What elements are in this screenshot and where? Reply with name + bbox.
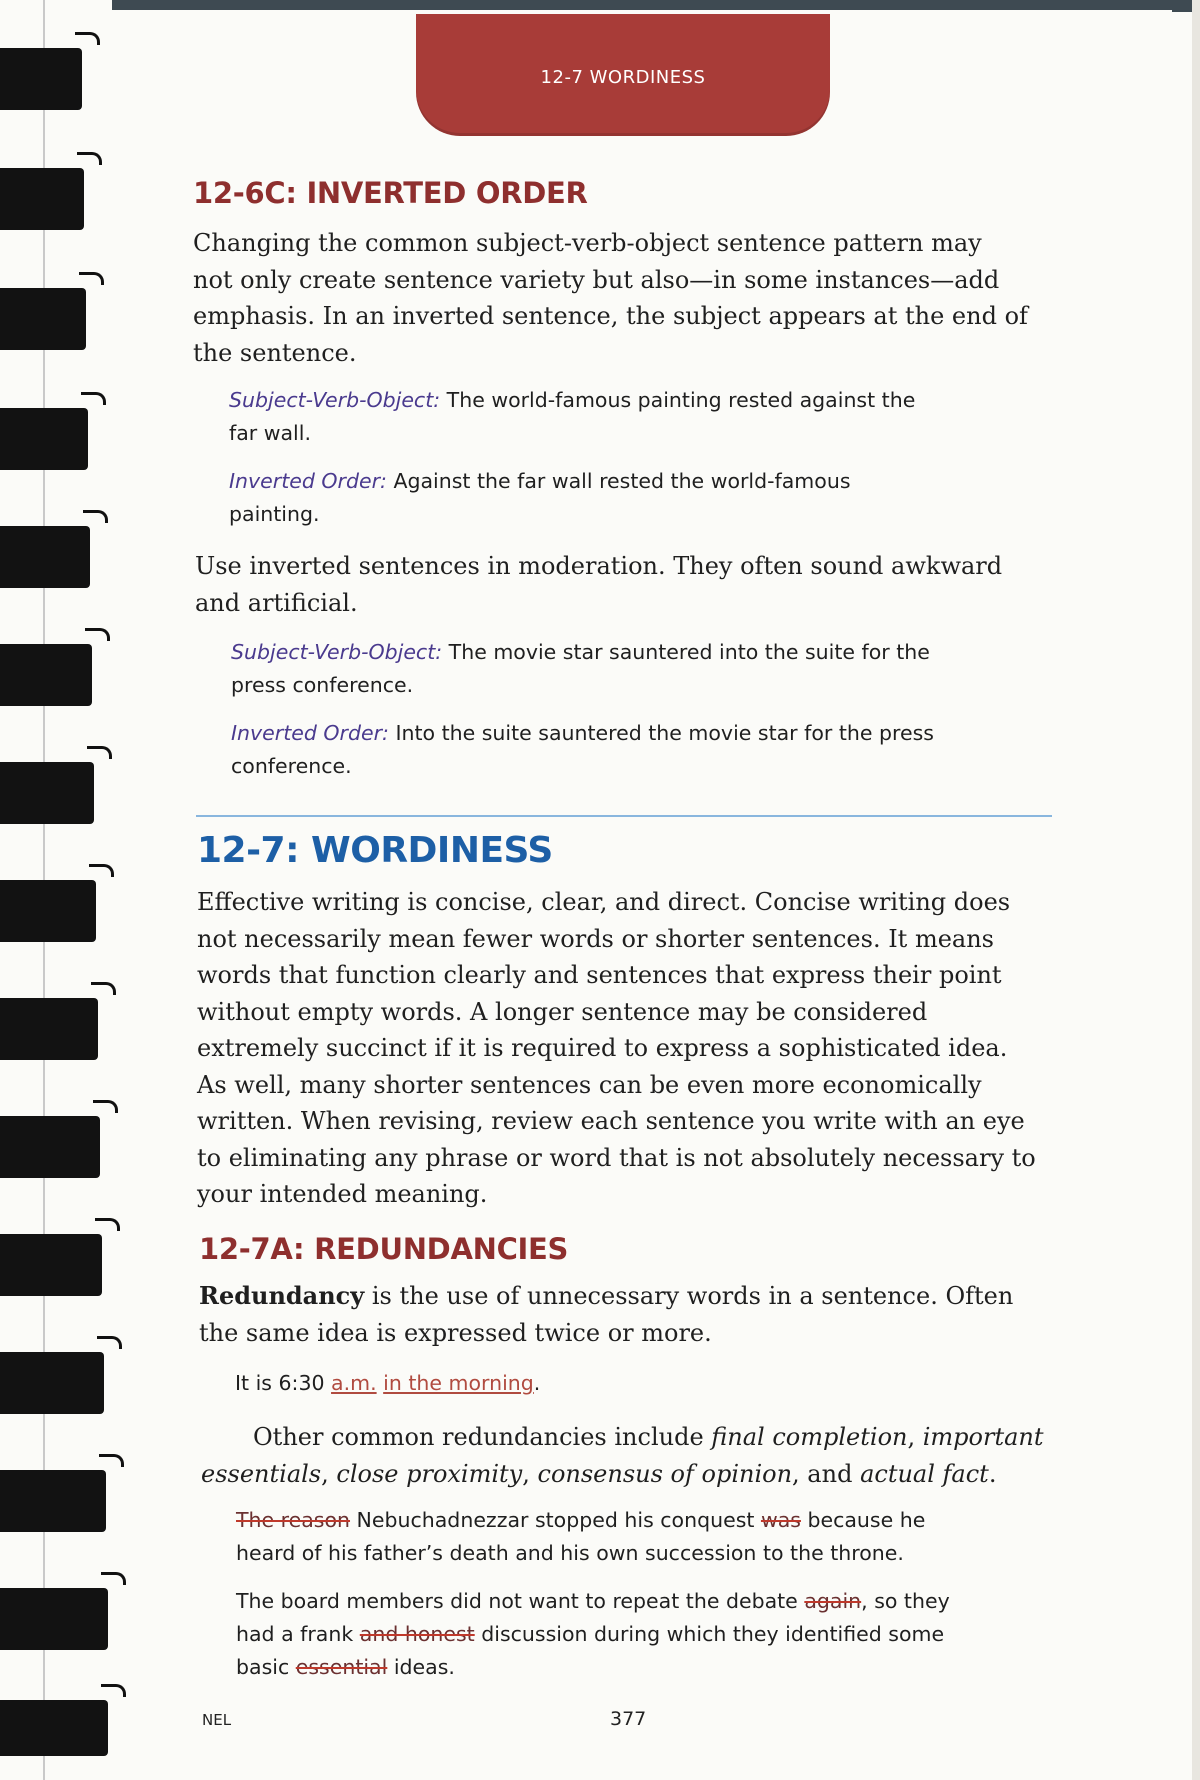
publisher-mark: NEL: [202, 1711, 232, 1729]
section-divider: [196, 815, 1052, 817]
text-line: the same idea is expressed twice or more.: [199, 1318, 712, 1347]
text-line: and artificial.: [195, 588, 358, 617]
definition-text: is the use of unnecessary words in a sentence. Often: [364, 1282, 1014, 1310]
binding-coil: [0, 168, 84, 230]
italic-term: essentials: [201, 1459, 322, 1488]
example-text: Against the far wall rested the world-famous: [386, 469, 851, 493]
spiral-binding: [0, 0, 112, 1780]
example-line: far wall.: [229, 421, 311, 445]
binding-coil: [0, 288, 86, 350]
example-text: discussion during which they identified some: [474, 1622, 945, 1646]
section-heading-inverted-order: 12-6C: INVERTED ORDER: [193, 176, 588, 210]
example-line: [236, 1585, 950, 1618]
inverted-order-intro: [193, 225, 1028, 371]
example-line: [231, 636, 930, 669]
paragraph-text: ,: [907, 1423, 923, 1451]
paragraph-text: Other common redundancies include: [253, 1423, 712, 1451]
example-text: Nebuchadnezzar stopped his conquest: [350, 1508, 761, 1532]
text-line: Effective writing is concise, clear, and direct. Concise writing does: [197, 888, 1011, 916]
paragraph-text: , and: [792, 1459, 861, 1488]
example-line: [229, 384, 915, 417]
example-line: painting.: [229, 502, 320, 526]
struck-text: was: [760, 1508, 801, 1532]
italic-term: important: [922, 1423, 1044, 1451]
text-line: words that function clearly and sentences that express their point: [197, 961, 1002, 989]
example-text: Into the suite sauntered the movie star for the press: [388, 721, 934, 745]
example-line: heard of his father’s death and his own succession to the throne.: [236, 1541, 904, 1565]
binding-coil: [0, 1352, 104, 1414]
binding-coil: [0, 408, 88, 470]
example-text: It is 6:30: [235, 1371, 332, 1395]
example-line: press conference.: [231, 673, 414, 697]
chapter-tab-label: 12-7 WORDINESS: [540, 66, 706, 88]
text-line: without empty words. A longer sentence may be considered: [197, 997, 928, 1026]
example-text: The world-famous painting rested against the: [440, 388, 916, 412]
example-svo-2: [231, 636, 930, 702]
example-line: [229, 465, 851, 498]
definition-term: Redundancy: [199, 1281, 365, 1310]
example-text: , so they: [861, 1589, 950, 1613]
paragraph-text: ,: [522, 1459, 538, 1488]
redundant-term: in the morning: [383, 1371, 534, 1395]
example-text: ideas.: [387, 1655, 455, 1679]
example-svo-1: [229, 384, 915, 450]
struck-text: and honest: [359, 1622, 475, 1646]
section-heading-redundancies: 12-7A: REDUNDANCIES: [199, 1232, 569, 1266]
text-line: Use inverted sentences in moderation. They often sound awkward: [195, 552, 1003, 580]
example-text: The movie star sauntered into the suite for the: [442, 640, 930, 664]
text-line: [201, 1419, 1044, 1456]
example-label: Inverted Order:: [229, 469, 387, 493]
text-line: extremely succinct if it is required to express a sophisticated idea.: [197, 1034, 1008, 1062]
text-line: Changing the common subject-verb-object sentence pattern may: [193, 229, 982, 257]
text-line: not only create sentence variety but also—in some instances—add: [193, 265, 1000, 294]
redundancy-example-time: [235, 1367, 540, 1400]
example-line: conference.: [231, 754, 352, 778]
common-redundancies-paragraph: [201, 1419, 1044, 1492]
binding-coil: [0, 48, 82, 110]
example-label: Inverted Order:: [231, 721, 389, 745]
redundancy-definition: [199, 1278, 1013, 1351]
moderation-paragraph: [195, 548, 1002, 621]
binding-coil: [0, 1700, 108, 1756]
example-line: [236, 1618, 950, 1651]
text-line: emphasis. In an inverted sentence, the subject appears at the end of: [193, 302, 1028, 330]
redundancy-example-board: [236, 1585, 950, 1684]
page-right-edge: [1192, 0, 1200, 1780]
example-text: basic: [236, 1655, 296, 1679]
binding-coil: [0, 998, 98, 1060]
example-line: [231, 717, 934, 750]
example-line: [236, 1504, 925, 1537]
binding-coil: [0, 1234, 102, 1296]
text-line: the sentence.: [193, 338, 357, 367]
italic-term: final completion: [711, 1423, 908, 1451]
example-inverted-2: [231, 717, 934, 783]
text-line: not necessarily mean fewer words or shorter sentences. It means: [197, 924, 994, 953]
page-number: 377: [610, 1708, 647, 1730]
example-inverted-1: [229, 465, 851, 531]
example-line: [236, 1651, 950, 1684]
text-line: written. When revising, review each sentence you write with an eye: [197, 1107, 1025, 1135]
text-line: As well, many shorter sentences can be even more economically: [197, 1070, 982, 1099]
binding-coil: [0, 526, 90, 588]
italic-term: consensus of opinion: [537, 1459, 793, 1488]
example-label: Subject-Verb-Object:: [229, 388, 441, 412]
binding-coil: [0, 1470, 106, 1532]
text-line: to eliminating any phrase or word that is not absolutely necessary to: [197, 1143, 1036, 1172]
wordiness-paragraph: [197, 884, 1036, 1213]
redundancy-example-nebuchadnezzar: [236, 1504, 925, 1570]
text-line: [199, 1278, 1013, 1315]
italic-term: actual fact: [860, 1459, 989, 1488]
text-line: your intended meaning.: [197, 1180, 488, 1208]
chapter-tab: [416, 14, 830, 136]
binding-coil: [0, 762, 94, 824]
binding-coil: [0, 1116, 100, 1178]
text-line: [201, 1456, 1044, 1493]
struck-text: again: [804, 1589, 862, 1613]
binding-coil: [0, 880, 96, 942]
struck-text: essential: [295, 1655, 388, 1679]
example-text: because he: [800, 1508, 926, 1532]
binding-coil: [0, 1588, 108, 1650]
paragraph-text: ,: [321, 1459, 337, 1488]
example-label: Subject-Verb-Object:: [231, 640, 443, 664]
example-text: The board members did not want to repeat the debate: [236, 1589, 805, 1613]
paragraph-text: .: [988, 1459, 997, 1488]
example-text: .: [533, 1371, 541, 1395]
binding-coil: [0, 644, 92, 706]
italic-term: close proximity: [336, 1459, 523, 1488]
struck-text: The reason: [236, 1508, 351, 1532]
example-text: had a frank: [236, 1622, 360, 1646]
section-heading-wordiness: 12-7: WORDINESS: [197, 830, 553, 871]
redundant-term: a.m.: [331, 1371, 377, 1395]
